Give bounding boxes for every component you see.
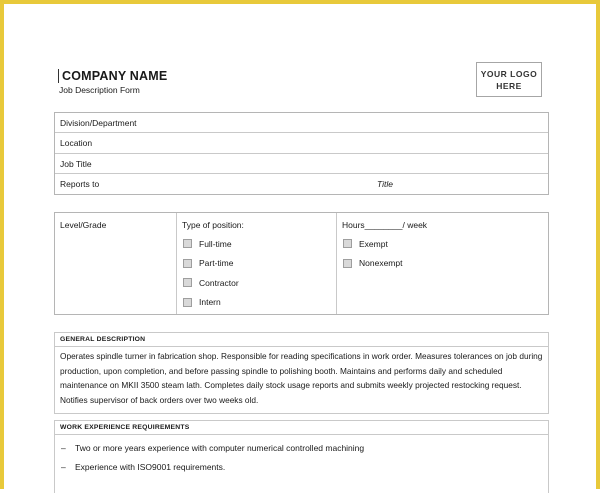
general-description-section [54, 332, 549, 414]
full-time-checkbox[interactable] [183, 239, 192, 248]
exempt-checkbox[interactable] [343, 239, 352, 248]
intern-checkbox[interactable] [183, 298, 192, 307]
logo-placeholder [476, 62, 542, 97]
bullet-dash: – [61, 443, 66, 453]
list-item-text: Two or more years experience with computer numerical controlled machining [75, 443, 365, 453]
part-time-option[interactable] [182, 254, 336, 274]
reports-to-row[interactable] [55, 174, 548, 194]
job-info-table [54, 112, 549, 195]
reports-to-label: Reports to [60, 178, 100, 189]
position-type-cell [177, 213, 337, 314]
list-item[interactable] [55, 439, 548, 458]
logo-text-line2: HERE [496, 81, 522, 91]
nonexempt-label: Nonexempt [359, 258, 403, 269]
work-experience-list [55, 435, 548, 477]
position-table [54, 212, 549, 315]
level-grade-label: Level/Grade [60, 220, 107, 230]
position-type-label: Type of position: [182, 220, 244, 230]
list-item-text: Experience with ISO9001 requirements. [75, 462, 226, 472]
general-description-heading: GENERAL DESCRIPTION [55, 333, 548, 347]
contractor-checkbox[interactable] [183, 278, 192, 287]
level-grade-cell[interactable] [55, 213, 177, 314]
full-time-option[interactable] [182, 234, 336, 254]
division-row[interactable] [55, 113, 548, 133]
nonexempt-checkbox[interactable] [343, 259, 352, 268]
contractor-option[interactable] [182, 273, 336, 293]
job-title-label: Job Title [60, 158, 92, 169]
division-label: Division/Department [60, 118, 137, 128]
form-title: Job Description Form [59, 85, 140, 95]
location-label: Location [60, 138, 93, 149]
intern-label: Intern [199, 297, 221, 308]
nonexempt-option[interactable] [342, 254, 548, 274]
company-name: COMPANY NAME [58, 69, 167, 83]
work-experience-section [54, 420, 549, 493]
exempt-option[interactable] [342, 234, 548, 254]
full-time-label: Full-time [199, 238, 232, 249]
contractor-label: Contractor [199, 277, 239, 288]
general-description-text[interactable]: Operates spindle turner in fabrication shop. Responsible for reading specifications in work order. Measures tolerances on job during production, upon completion, and before passing spindle to polishing booth. Maintains and performs daily and scheduled maintenance on MKII 3500 steam lath. Completes daily stock usage reports and submits weekly projected restocking request. Notifies supervisor of back orders over two weeks old. [60, 351, 543, 406]
job-title-row[interactable] [55, 154, 548, 174]
work-experience-heading: WORK EXPERIENCE REQUIREMENTS [55, 421, 548, 435]
intern-option[interactable] [182, 293, 336, 313]
exempt-label: Exempt [359, 238, 388, 249]
hours-per-week-label[interactable]: Hours________/ week [342, 220, 428, 230]
logo-text-line1: YOUR LOGO [480, 69, 538, 79]
location-row[interactable] [55, 133, 548, 153]
part-time-label: Part-time [199, 258, 234, 269]
reports-to-title-label: Title [377, 178, 393, 189]
part-time-checkbox[interactable] [183, 259, 192, 268]
hours-cell [337, 213, 548, 314]
bullet-dash: – [61, 462, 66, 472]
list-item[interactable] [55, 458, 548, 477]
